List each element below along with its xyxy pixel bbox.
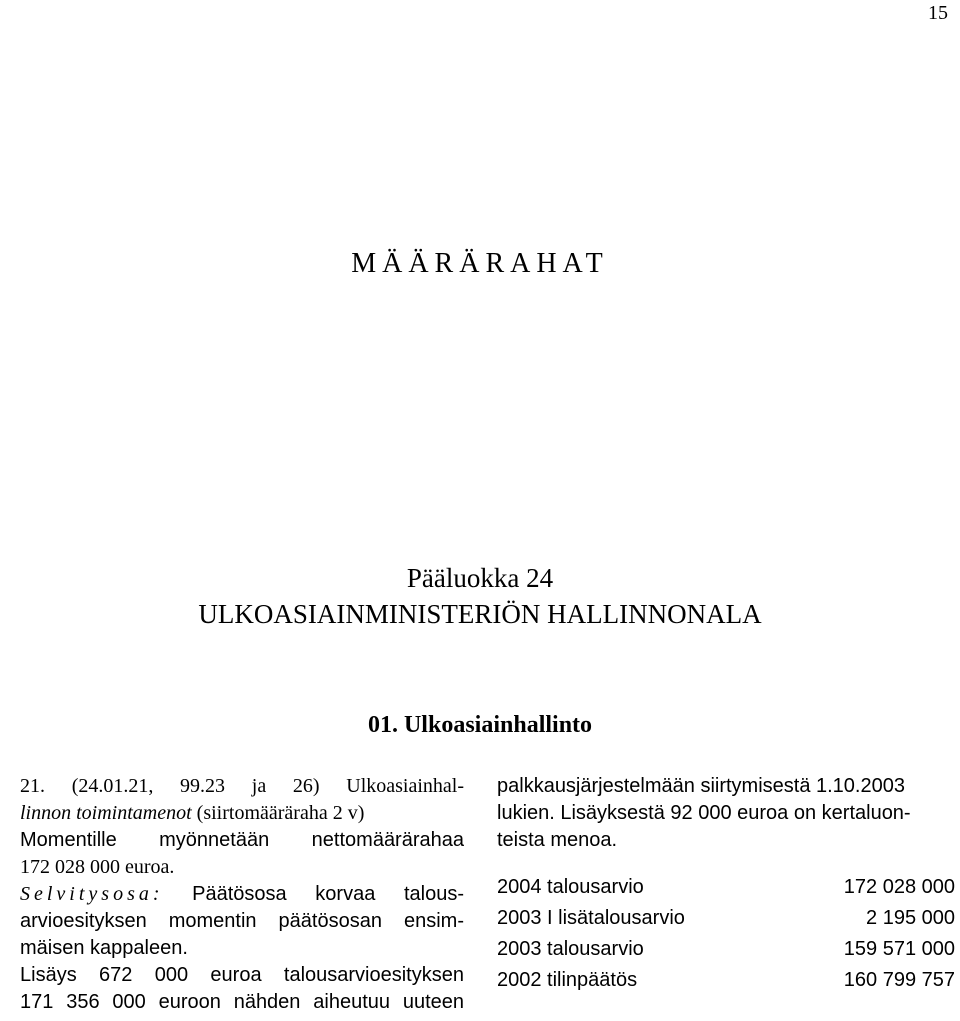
table-row [497, 872, 955, 903]
page-number: 15 [928, 2, 948, 24]
item-heading-line-1: 21. (24.01.21, 99.23 ja 26) Ulkoasiainhal- [20, 775, 464, 797]
left-column [20, 773, 464, 1016]
appropriation-line-1: Momentille myönnetään nettomäärärahaa [20, 829, 464, 851]
main-class-heading [0, 560, 960, 632]
right-column [497, 773, 955, 996]
section-title: 01. Ulkoasiainhallinto [367, 712, 593, 738]
table-row-amount: 2 195 000 [866, 907, 955, 929]
explanation-text: Päätösosa korvaa talous- [163, 883, 464, 905]
table-row [497, 903, 955, 934]
explanation-line-1 [20, 881, 464, 908]
appropriation-line-2: 172 028 000 euroa. [20, 856, 175, 878]
table-row-amount: 172 028 000 [843, 876, 955, 898]
budget-table [497, 872, 955, 996]
table-row-label: 2003 I lisätalousarvio [497, 907, 685, 929]
table-row-amount: 160 799 757 [843, 969, 955, 991]
table-row [497, 965, 955, 996]
table-row-label: 2002 tilinpäätös [497, 969, 638, 991]
table-row-label: 2004 talousarvio [497, 876, 644, 898]
increase-line-2: 171 356 000 euroon nähden aiheutuu uuteen [20, 991, 464, 1013]
explanation-label: Selvitysosa: [20, 883, 164, 905]
item-heading-line-2 [20, 800, 464, 827]
table-row-amount: 159 571 000 [843, 938, 955, 960]
increase-line-1: Lisäys 672 000 euroa talousarvioesityksen [20, 964, 464, 986]
main-class-number: Pääluokka 24 [406, 563, 554, 593]
main-title: MÄÄRÄRAHAT [351, 248, 609, 279]
table-row [497, 934, 955, 965]
increase-line-3: palkkausjärjestelmään siirtymisestä 1.10.2003 [497, 775, 905, 797]
table-row-label: 2003 talousarvio [497, 938, 644, 960]
explanation-line-2: arvioesityksen momentin päätösosan ensim- [20, 910, 464, 932]
increase-line-4: lukien. Lisäyksestä 92 000 euroa on kertaluon- [497, 802, 911, 824]
item-heading-italic: linnon toimintamenot [20, 802, 192, 824]
item-heading-type: (siirtomääräraha 2 v) [191, 802, 365, 824]
explanation-line-3: mäisen kappaleen. [20, 937, 188, 959]
increase-line-5: teista menoa. [497, 829, 618, 851]
main-class-name: ULKOASIAINMINISTERIÖN HALLINNONALA [198, 599, 762, 629]
